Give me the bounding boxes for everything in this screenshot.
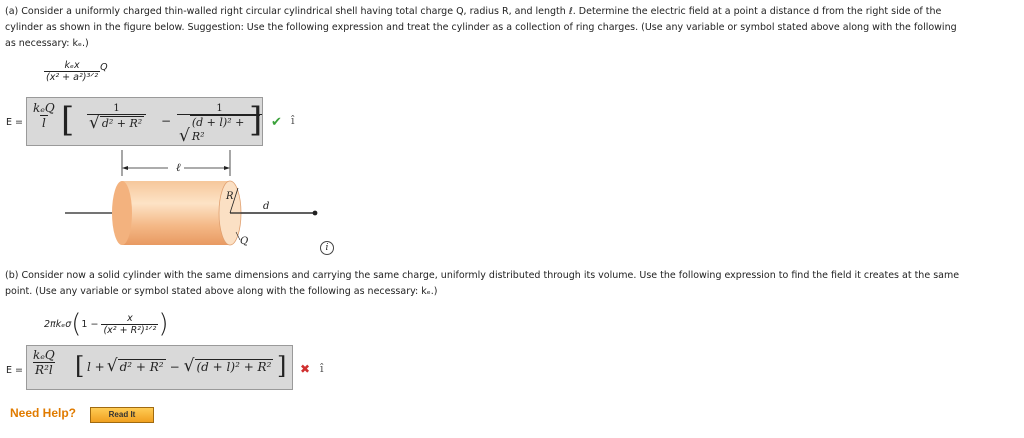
part-b-line2: point. (Use any variable or symbol stated above along with the following as necessary: kₑ.) bbox=[5, 286, 438, 297]
cross-icon: ✖ bbox=[300, 362, 311, 376]
hint-b-denominator: (x² + R²)¹ᐟ² bbox=[103, 324, 157, 336]
b-l-term: l + bbox=[87, 360, 105, 374]
hint-b-left-paren: ( bbox=[71, 309, 82, 339]
b-coef-numerator: kₑQ bbox=[33, 348, 55, 362]
fig-R-label: R bbox=[226, 191, 234, 202]
b-left-bracket: [ bbox=[75, 352, 85, 380]
part-a-hint-expression bbox=[44, 60, 108, 83]
b-sqrt1-icon: √ bbox=[106, 356, 118, 376]
info-icon-b[interactable]: î bbox=[320, 362, 324, 375]
read-it-button[interactable]: Read It bbox=[90, 407, 154, 423]
check-icon: ✔ bbox=[271, 115, 282, 130]
hint-a-denominator: (x² + a²)³ᐟ² bbox=[46, 72, 99, 83]
part-b-answer-field[interactable] bbox=[26, 345, 293, 390]
hint-a-numerator: kₑx bbox=[64, 60, 80, 71]
a-sqrt1-icon: √ bbox=[89, 113, 100, 133]
a-term2-denominator: (d + l)² + R² bbox=[190, 115, 260, 144]
cylinder-body bbox=[122, 181, 230, 245]
part-a-question bbox=[5, 4, 1017, 52]
a-coef-denominator: l bbox=[41, 116, 46, 130]
a-minus: − bbox=[161, 114, 172, 128]
fig-Q-label: Q bbox=[240, 236, 249, 247]
need-help-label: Need Help? bbox=[10, 406, 77, 420]
field-point bbox=[313, 211, 318, 216]
b-minus: − bbox=[169, 360, 180, 374]
part-b-hint-expression bbox=[44, 311, 168, 337]
b-coef-denominator: R²l bbox=[35, 363, 53, 377]
a-left-bracket: [ bbox=[61, 100, 75, 140]
b-sqrt2-content: (d + l)² + R² bbox=[196, 360, 272, 374]
figure-info-icon[interactable]: i bbox=[320, 241, 334, 255]
fig-ell-label: ℓ bbox=[176, 161, 181, 174]
part-a-answer-field[interactable] bbox=[26, 97, 263, 146]
cylinder-figure bbox=[60, 148, 350, 248]
a-term1-denominator: d² + R² bbox=[101, 117, 143, 130]
hint-a-charge: Q bbox=[100, 62, 108, 73]
a-right-bracket: ] bbox=[249, 100, 263, 140]
hint-b-numerator: x bbox=[127, 312, 133, 324]
hint-b-right-paren: ) bbox=[158, 309, 169, 339]
part-b-e-label: E = bbox=[6, 365, 23, 376]
part-b-question bbox=[5, 268, 1017, 300]
cylinder-left-end bbox=[112, 181, 132, 245]
part-b-line1: (b) Consider now a solid cylinder with the same dimensions and carrying the same charge, uniformly distributed through its volume. Use the following expression to find the field it creates at the same bbox=[5, 270, 960, 281]
a-sqrt2-icon: √ bbox=[179, 126, 190, 146]
part-a-line2: cylinder as shown in the figure below. Suggestion: Use the following expression and treat the cylinder as a collection of ring charges. (Use any variable or symbol stated above along with the following bbox=[5, 22, 957, 33]
a-term2-numerator: 1 bbox=[216, 103, 223, 114]
info-icon[interactable]: î bbox=[291, 114, 295, 127]
b-sqrt1-content: d² + R² bbox=[119, 360, 164, 374]
a-coef-numerator: kₑQ bbox=[33, 101, 55, 115]
b-right-bracket: ] bbox=[277, 352, 287, 380]
b-sqrt2-icon: √ bbox=[183, 356, 195, 376]
part-a-line3: as necessary: kₑ.) bbox=[5, 38, 89, 49]
fig-d-label: d bbox=[263, 201, 270, 212]
hint-b-prefix: 2πkₑσ bbox=[44, 318, 72, 330]
hint-b-one: 1 − bbox=[81, 318, 99, 330]
part-a-e-label: E = bbox=[6, 117, 23, 128]
a-term1-numerator: 1 bbox=[113, 103, 120, 114]
part-a-line1: (a) Consider a uniformly charged thin-walled right circular cylindrical shell having total charge Q, radius R, and length ℓ. Determine the electric field at a point a distance d from the right side of the bbox=[5, 6, 942, 17]
